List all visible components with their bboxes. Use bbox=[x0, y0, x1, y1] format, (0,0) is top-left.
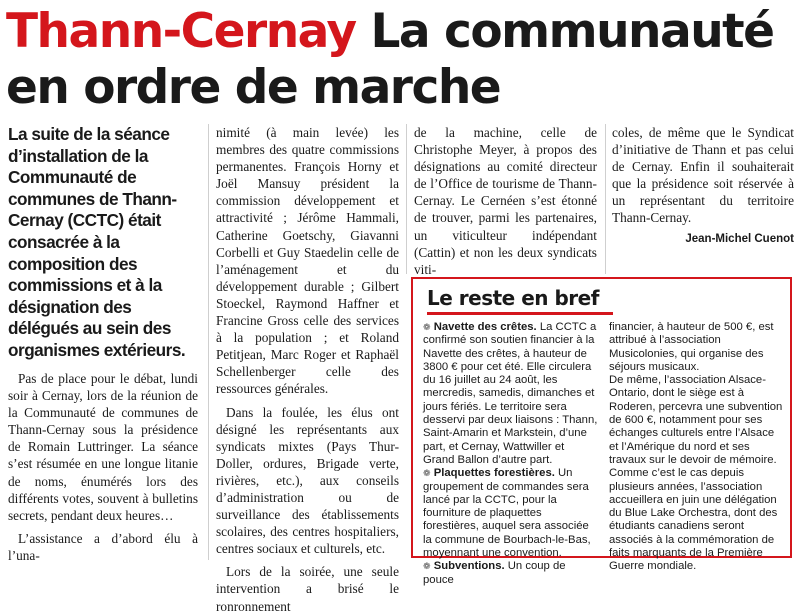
column-rule bbox=[406, 124, 407, 274]
paragraph: L’assistance a d’abord élu à l’una- bbox=[8, 530, 198, 563]
headline-title: La communauté bbox=[370, 4, 774, 59]
brief-box bbox=[411, 277, 792, 586]
brief-title: Le reste en bref bbox=[427, 286, 599, 310]
brief-item-label: Subventions. bbox=[433, 560, 505, 573]
flower-bullet-icon: ❁ bbox=[423, 322, 431, 332]
author-signature: Jean-Michel Cuenot bbox=[685, 232, 794, 245]
column-rule bbox=[605, 124, 606, 274]
paragraph: de la machine, celle de Christophe Meyer, à propos des désignations au comité directeur de l’Office de tourisme de Thann-Cernay. Le Cernéen s’est étonné de trouver, parmi les partenaires, un viticulteur indépendant (Cattin) et non les deux syndicats viti- bbox=[414, 125, 597, 277]
paragraph: Dans la foulée, les élus ont désigné les représentants aux syndicats mixtes (Pays Thur-Doller, ordures, Brigade verte, rivières, etc.), aux conseils d’administration ou de surveillance des établissements scolaires, des centres hospitaliers, centres sociaux et culturels, etc. bbox=[216, 404, 399, 557]
flower-bullet-icon: ❁ bbox=[423, 561, 431, 572]
brief-paragraph: financier, à hauteur de 500 €, est attribué à l’association Musicolonies, qui organise des séjours musicaux. bbox=[609, 321, 774, 373]
headline-location: Thann-Cernay bbox=[6, 4, 356, 59]
headline bbox=[6, 4, 796, 116]
column-rule bbox=[208, 124, 209, 560]
brief-item-plaquettes bbox=[423, 467, 598, 560]
brief-column-left bbox=[423, 321, 598, 587]
article-column-1 bbox=[8, 370, 198, 564]
article-column-3 bbox=[414, 124, 597, 278]
brief-item-text: La CCTC a confirmé son soutien financier à la Navette des crêtes, à hauteur de 3800 € pour cet été. Elle circulera du 16 juillet au 24 août, les mercredis, samedis, dimanches et jours fériés. Le territoire sera desservi par deux liaisons : Thann, Saint-Amarin et Markstein, d’une part, et Cernay, Wattwiller et Grand Ballon d’autre part. bbox=[423, 321, 598, 466]
headline-line-1 bbox=[6, 4, 796, 60]
brief-item-text: Un coup de pouce bbox=[423, 560, 566, 586]
brief-paragraph: De même, l’association Alsace-Ontario, dont le siège est à Roderen, percevra une subvention de 600 €, notamment pour ses échanges culturels entre l’Alsace et l’Amérique du nord et ses travaux sur le devoir de mémoire. Comme c’est le cas depuis plusieurs années, l’association accueillera en juin une délégation du Blue Lake Orchestra, dont des étudiants canadiens seront associés à la commémoration de faits marquants de la Première Guerre mondiale. bbox=[609, 374, 783, 573]
flower-bullet-icon: ❁ bbox=[423, 468, 431, 479]
brief-title-underline bbox=[427, 312, 613, 315]
brief-column-right bbox=[609, 321, 784, 574]
lead-paragraph: La suite de la séance d’installation de la Communauté de communes de Thann-Cernay (CCTC) était consacrée à la composition des commissions et à la désignation des délégués au sein des organismes extérieurs. bbox=[8, 124, 186, 360]
brief-item-subventions bbox=[423, 560, 598, 587]
brief-item-text: Un groupement de commandes sera lancé par la CCTC, pour la fourniture de plaquettes forestières, auquel sera associée la commune de Bourbach-le-Bas, moyennant une convention. bbox=[423, 467, 591, 560]
paragraph: Lors de la soirée, une seule intervention a brisé le ronronnement bbox=[216, 564, 399, 614]
paragraph: Pas de place pour le débat, lundi soir à Cernay, lors de la réunion de la Communauté de communes de Thann-Cernay sous la présidence de Romain Luttringer. La séance s’est résumée en une longue litanie de noms, énumérés lors des différents votes, souvent à bulletins secrets, pendant deux heures… bbox=[8, 371, 198, 523]
paragraph: nimité (à main levée) les membres des quatre commissions permanentes. François Horny et Joël Mansuy président la commission développement et attractivité ; Jérôme Hammali, Catherine Goetschy, Giavanni Corbelli et Guy Staedelin celle de l’aménagement et du développement durable ; Gilbert Stoeckel, Raymond Haffner et Francine Gross celle des services à la population ; et Roland Petitjean, Marc Roger et Raphaël Schellenberger celle des ressources générales. bbox=[216, 125, 399, 397]
brief-item-navette bbox=[423, 321, 598, 467]
headline-line-2: en ordre de marche bbox=[6, 60, 501, 115]
article-column-4 bbox=[612, 124, 794, 248]
paragraph: coles, de même que le Syndicat d’initiative de Thann et pas celui de Cernay. Enfin il souhaiterait que la présidence soit réservée à un représentant du territoire Thann-Cernay. bbox=[612, 125, 794, 226]
brief-item-label: Plaquettes forestières. bbox=[433, 467, 555, 480]
brief-item-label: Navette des crêtes. bbox=[433, 321, 537, 333]
article-column-2 bbox=[216, 124, 399, 615]
